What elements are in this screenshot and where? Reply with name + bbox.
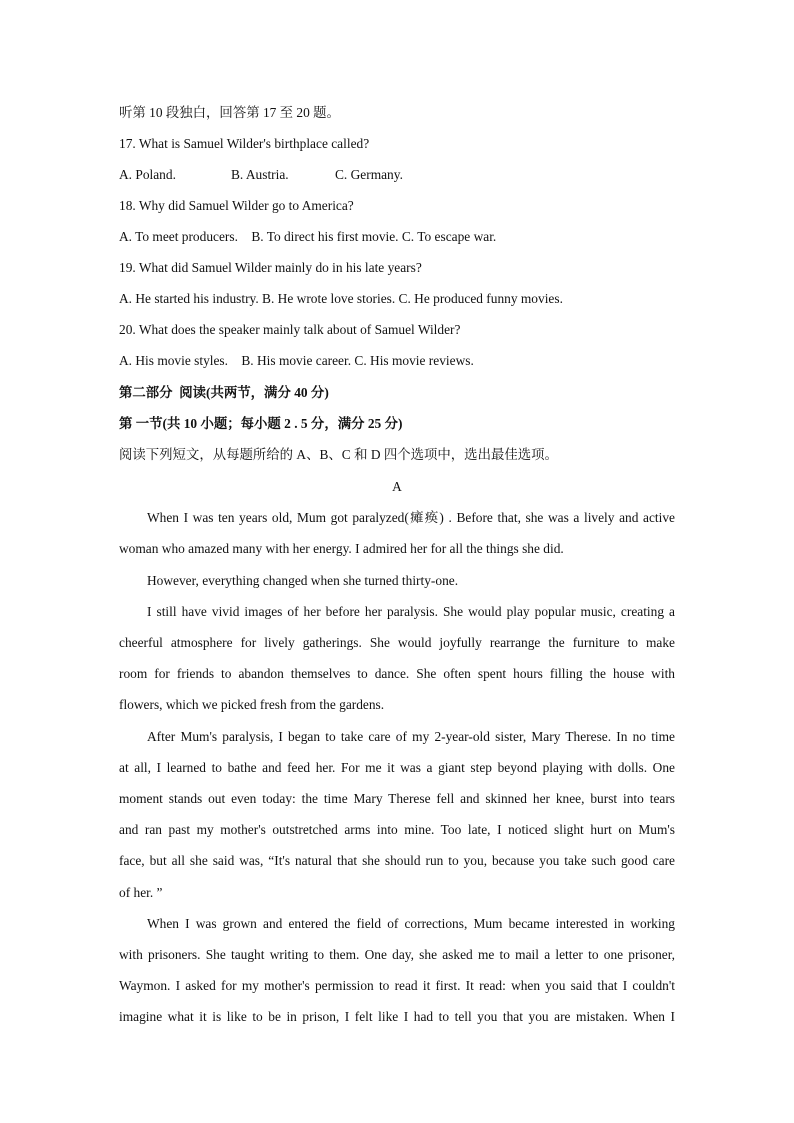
passage-line: flowers, which we picked fresh from the gardens.: [119, 697, 385, 712]
passage-line: After Mum's paralysis, I began to take care of my 2-year-old sister, Mary Therese. In no time: [147, 729, 675, 744]
passage-line: When I was ten years old, Mum got paralyzed(瘫痪) . Before that, she was a lively and active: [147, 510, 675, 525]
passage-line: woman who amazed many with her energy. I admired her for all the things she did.: [119, 541, 564, 556]
reading-section-title: 第 一节(共 10 小题；每小题 2 . 5 分，满分 25 分): [119, 416, 403, 431]
passage-line: However, everything changed when she turned thirty-one.: [147, 573, 459, 588]
question-17-option-c: C. Germany.: [335, 167, 403, 182]
passage-line: room for friends to abandon themselves to dance. She often spent hours filling the house with: [119, 666, 675, 681]
passage-line: at all, I learned to bathe and feed her. For me it was a giant step beyond playing with dolls. One: [119, 760, 675, 775]
question-20-options: A. His movie styles. B. His movie career. C. His movie reviews.: [119, 353, 474, 368]
question-17-option-a: A. Poland.: [119, 167, 176, 182]
question-18-options: A. To meet producers. B. To direct his first movie. C. To escape war.: [119, 229, 497, 244]
passage-line: Waymon. I asked for my mother's permission to read it first. It read: when you said that I couldn't: [119, 978, 675, 993]
passage-line: of her. ”: [119, 885, 163, 900]
passage-line: and ran past my mother's outstretched arms into mine. Too late, I noticed slight hurt on Mum's: [119, 822, 675, 837]
question-19-options: A. He started his industry. B. He wrote love stories. C. He produced funny movies.: [119, 291, 563, 306]
passage-line: moment stands out even today: the time Mary Therese fell and skinned her knee, burst into tears: [119, 791, 675, 806]
reading-part-title: 第二部分 阅读(共两节，满分 40 分): [119, 385, 329, 400]
passage-line: When I was grown and entered the field of corrections, Mum became interested in working: [147, 916, 675, 931]
question-20-stem: 20. What does the speaker mainly talk about of Samuel Wilder?: [119, 322, 461, 337]
reading-instruction: 阅读下列短文，从每题所给的 A、B、C 和 D 四个选项中，选出最佳选项。: [119, 447, 558, 462]
passage-line: cheerful atmosphere for lively gatherings. She would joyfully rearrange the furniture to make: [119, 635, 675, 650]
listening-instruction: 听第 10 段独白，回答第 17 至 20 题。: [119, 105, 340, 120]
question-17-stem: 17. What is Samuel Wilder's birthplace called?: [119, 136, 370, 151]
passage-label: A: [392, 479, 402, 494]
passage-line: imagine what it is like to be in prison, I felt like I had to tell you that you are mistaken. When I: [119, 1009, 675, 1024]
question-19-stem: 19. What did Samuel Wilder mainly do in his late years?: [119, 260, 422, 275]
passage-line: face, but all she said was, “It's natural that she should run to you, because you take such good care: [119, 853, 675, 868]
question-17-option-b: B. Austria.: [231, 167, 289, 182]
passage-line: with prisoners. She taught writing to them. One day, she asked me to mail a letter to one prisoner,: [119, 947, 675, 962]
passage-line: I still have vivid images of her before her paralysis. She would play popular music, creating a: [147, 604, 675, 619]
question-18-stem: 18. Why did Samuel Wilder go to America?: [119, 198, 354, 213]
